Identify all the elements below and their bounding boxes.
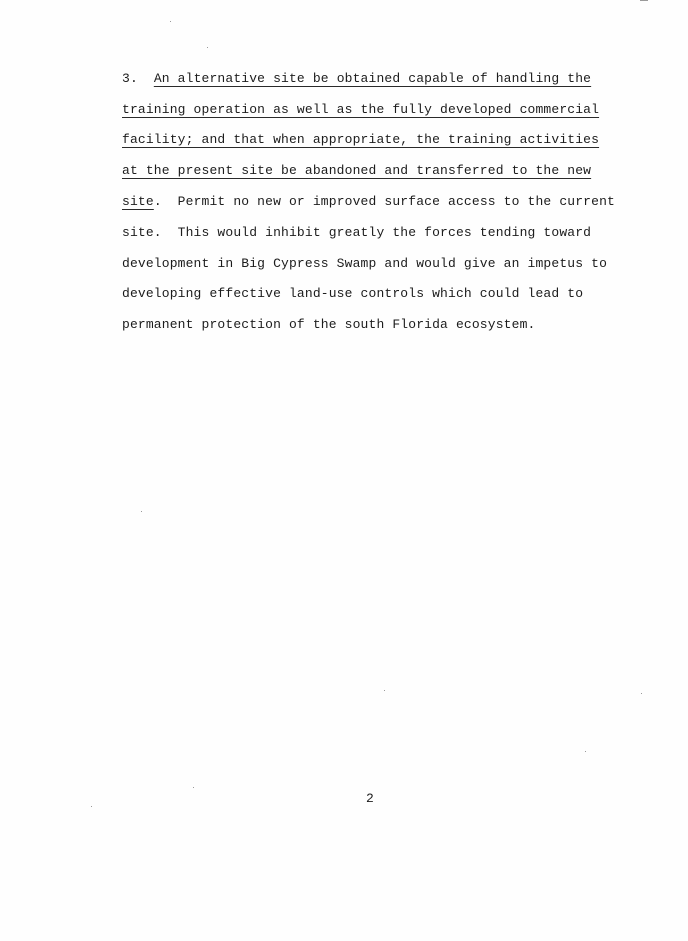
underlined-text: at the present site be abandoned and transferred to the new [122,163,592,178]
paragraph-line-7: development in Big Cypress Swamp and would give an impetus to [122,256,608,271]
paragraph-line-5 [122,194,615,210]
underlined-text: facility; and that when appropriate, the training activities [122,132,600,147]
scan-speck [193,787,194,788]
underlined-text: site [122,194,154,209]
paragraph-line-8: developing effective land-use controls which could lead to [122,286,584,301]
paragraph-line-1 [122,71,591,87]
scan-speck [384,690,385,691]
scan-speck [91,806,92,807]
scan-speck [641,693,642,694]
underlined-text: training operation as well as the fully developed commercial [122,102,600,117]
paragraph-line-6: site. This would inhibit greatly the forces tending toward [122,225,592,240]
scan-speck [207,47,208,48]
body-text: . Permit no new or improved surface access to the current [153,194,615,209]
scan-speck [640,0,648,1]
paragraph-line-2 [122,102,599,118]
paragraph-line-9: permanent protection of the south Florida ecosystem. [122,317,536,332]
scan-speck [170,21,171,22]
item-number: 3. [122,71,138,86]
scan-speck [141,511,142,512]
paragraph-line-3 [122,132,599,148]
page-number: 2 [366,791,374,806]
scan-speck [585,751,586,752]
underlined-text: An alternative site be obtained capable of handling the [153,71,592,86]
paragraph-line-4 [122,163,591,179]
